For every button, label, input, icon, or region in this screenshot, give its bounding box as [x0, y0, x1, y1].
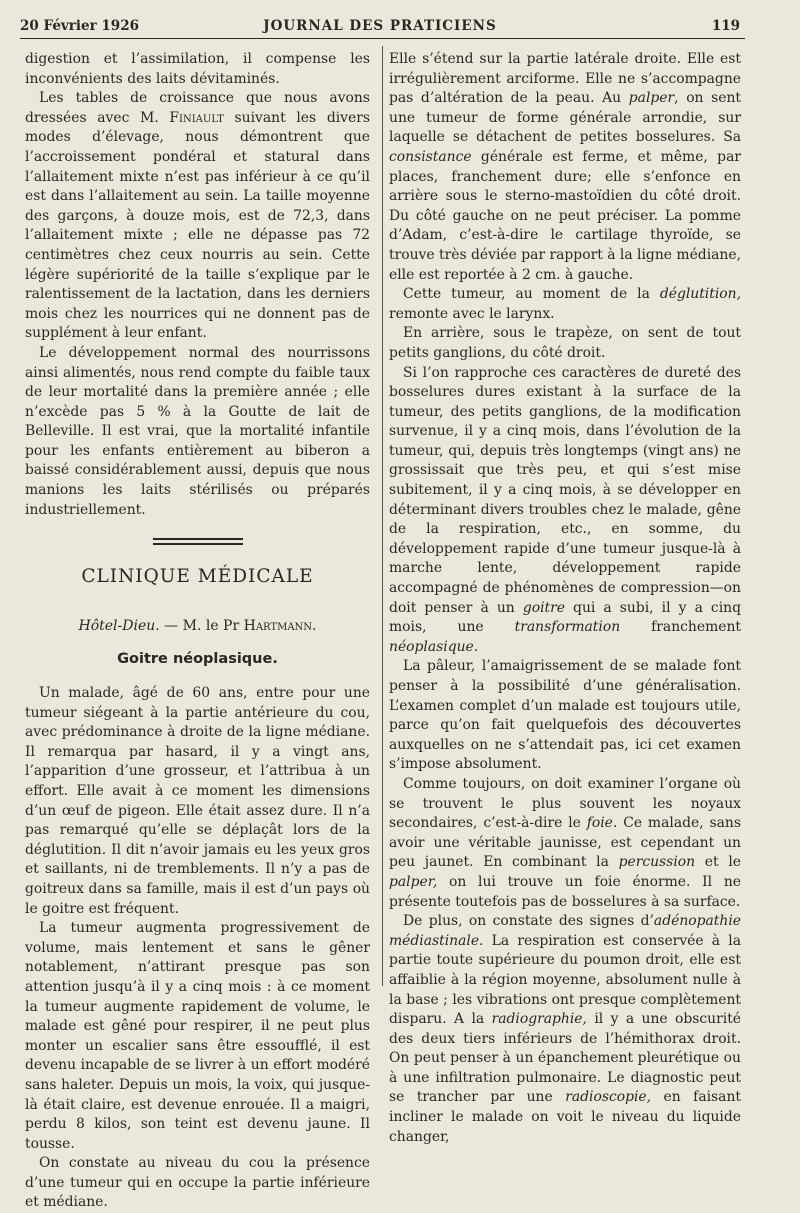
left-column	[25, 50, 370, 1213]
text-run: Comme toujours, on doit examiner l’organe où se trouvent le plus souvent les noyaux secondaires, c’est-à-dire le	[389, 775, 741, 832]
header-date: 20 Février 1926	[20, 18, 139, 34]
column-divider	[382, 46, 383, 986]
emphasis: palper,	[389, 873, 438, 890]
paragraph: Un malade, âgé de 60 ans, entre pour une tumeur siégeant à la partie antérieure du cou, avec prédominance à droite de la ligne médiane. Il remarqua par hasard, il y a vingt ans, l’apparition d’une grosseur, et l’attribua à un effort. Elle avait à ce moment les dimensions d’un œuf de pigeon. Elle était assez dure. Il n’a pas remarqué qu’elle se déplaçât lors de la déglutition. Il dit n’avoir jamais eu les yeux gros et saillants, ni de tremblements. Il n’y a pas de goitreux dans sa famille, mais il est d’un pays où le goitre est fréquent.	[25, 685, 370, 917]
paragraph: La tumeur augmenta progressivement de volume, mais lentement et sans le gêner notablement, n’attirant presque pas son attention jusqu’à il y a cinq mois : à ce moment la tumeur augmente rapidement de volume, le malade est gêné pour respirer, il ne peut plus monter un escalier sans être essoufflé, il est devenu incapable de se livrer à un effort modéré sans haleter. Depuis un mois, la voix, qui jusque-là était claire, est devenue enrouée. Il a maigri, perdu 8 kilos, son teint est devenu jaune. Il tousse.	[25, 920, 370, 1152]
emphasis: percussion	[618, 854, 696, 871]
emphasis: déglutition,	[659, 286, 741, 303]
text-run: générale est ferme, et même, par places, franchement dure; elle s’enfonce en arrière sous le sterno-mastoïdien du côté droit. Du côté gauche on ne peut préciser. La pomme d’Adam, c’est-à-dire le cartilage thyroïde, se trouve très déviée par rapport à la ligne médiane, elle est reportée à 2 cm. à gauche.	[389, 148, 741, 283]
text-run: De plus, on constate des signes d’	[403, 913, 654, 930]
page-number: 119	[711, 18, 740, 34]
emphasis: palper	[628, 90, 675, 107]
text-run: et le	[695, 854, 741, 871]
text-run: Cette tumeur, au moment de la	[403, 286, 660, 303]
paragraph	[25, 89, 370, 344]
article-byline	[25, 617, 370, 637]
emphasis: goitre	[522, 599, 565, 616]
journal-title: JOURNAL DES PRATICIENS	[263, 18, 497, 34]
emphasis: transformation	[514, 619, 621, 636]
section-separator	[153, 538, 243, 545]
text-run: Si l’on rapproche ces caractères de dureté des bosselures dures existant à la surface de la tumeur, des petits ganglions, de la modification survenue, il y a cinq mois, dans l’évolution de la tumeur, qui, depuis très longtemps (vingt ans) ne grossissait que très peu, et qui s’est mise subitement, il y a cinq mois, à se développer en déterminant divers troubles chez le malade, gêne de la respiration, etc., en somme, du développement rapide d’une tumeur jusque-là à marche lente, développement rapide accompagné de phénomènes de compression—on doit penser à un	[389, 364, 741, 616]
paragraph	[389, 364, 741, 658]
text-run: suivant les divers modes d’élevage, nous démontrent que l’accroissement pondéral et statural dans l’allaitement mixte n’est pas inférieur à ce qu’il est dans l’allaitement au sein. La taille moyenne des garçons, à douze mois, est de 72,3, dans l’allaitement mixte ; elle ne dépasse pas 72 centimètres chez ceux nourris au sein. Cette légère supériorité de la taille s’explique par le ralentissement de la lactation, dans les derniers mois chez les nourrices qui ne donnent pas de supplément à leur enfant.	[25, 109, 371, 342]
paragraph: En arrière, sous le trapèze, on sent de tout petits ganglions, du côté droit.	[389, 325, 741, 361]
paragraph: On constate au niveau du cou la présence d’une tumeur qui en occupe la partie inférieure et médiane.	[25, 1155, 370, 1211]
text-run: Les tables de croissance que nous avons dressées avec M.	[25, 90, 370, 126]
emphasis: néoplasique.	[389, 638, 479, 655]
paragraph	[389, 912, 741, 1147]
paragraph	[389, 50, 741, 285]
emphasis: consistance	[389, 148, 472, 165]
text-run: en faisant incliner le malade on voit le niveau du liquide changer,	[389, 1089, 741, 1145]
text-run: La respiration est conservée à la partie toute supérieure du poumon droit, elle est affaiblie à la région moyenne, absolument nulle à la base ; les vibrations ont presque complètement disparu. A la	[389, 932, 741, 1028]
header-rule	[20, 38, 745, 39]
emphasis: radioscopie,	[565, 1089, 652, 1106]
emphasis: foie.	[586, 815, 618, 832]
text-run: franchement	[620, 619, 742, 636]
emphasis: adénopathie médiastinale.	[389, 913, 741, 949]
paragraph: Le développement normal des nourrissons ainsi alimentés, nous rend compte du faible taux de leur mortalité dans la première année ; elle n’excède pas 5 % à la Goutte de lait de Belleville. Il est vrai, que la mortalité infantile pour les enfants entièrement au biberon a baissé considérablement aussi, depuis que nous manions les laits stérilisés ou préparés industriellement.	[25, 344, 370, 518]
right-column	[389, 50, 741, 1147]
text-run: on lui trouve un foie énorme. Il ne présente toutefois pas de bosselures à sa surface.	[389, 873, 741, 910]
paragraph	[389, 285, 741, 324]
paragraph	[389, 775, 741, 912]
professor-name: Hartmann.	[243, 617, 317, 634]
text-run: Ce malade, sans avoir une véritable jaunisse, est cependant un peu jaunet. En combinant la	[389, 815, 741, 871]
author-name: Finiault	[169, 109, 224, 126]
paragraph: digestion et l’assimilation, il compense les inconvénients des laits dévitaminés.	[25, 51, 370, 87]
emphasis: radiographie,	[491, 1011, 587, 1028]
text-run: il y a une obscurité des deux tiers inférieurs de l’hémithorax droit. On peut penser à un épanchement pleurétique ou à une infiltration pulmonaire. Le diagnostic peut se trancher par une	[389, 1011, 742, 1106]
section-title: CLINIQUE MÉDICALE	[81, 566, 314, 588]
paragraph: La pâleur, l’amaigrissement de se malade font penser à la possibilité d’une généralisation. L’examen complet d’un malade est toujours utile, parce qu’on fait quelquefois des découvertes auxquelles on ne s’attendait pas, ici cet examen s’impose absolument.	[389, 658, 741, 773]
text-run: remonte avec le larynx.	[389, 305, 555, 322]
text-run: Elle s’étend sur la partie latérale droite. Elle est irrégulièrement arciforme. Elle ne s’accompagne pas d’altération de la peau. Au	[389, 51, 741, 107]
hospital-name: Hôtel-Dieu.	[78, 617, 160, 634]
page-header	[20, 16, 740, 40]
article-title: Goitre néoplasique.	[117, 651, 278, 668]
text-run: , on sent une tumeur de forme générale arrondie, sur laquelle se détachent de petites bosselures. Sa	[389, 90, 742, 146]
text-run: — M. le Pr	[159, 617, 244, 634]
text-run: qui a subi, il y a cinq mois, une	[389, 599, 741, 636]
